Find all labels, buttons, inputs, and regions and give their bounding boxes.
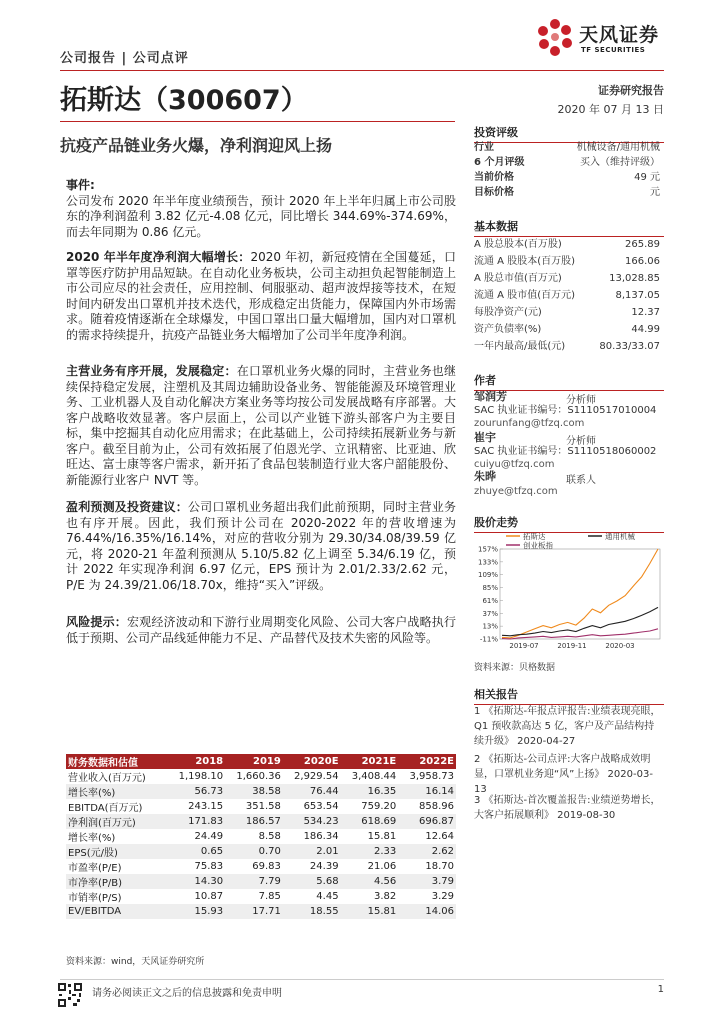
author-role: 分析师	[566, 436, 596, 447]
row-label: EV/EBITDA	[66, 904, 167, 919]
basic-data-row	[474, 254, 660, 270]
rating-row	[474, 170, 660, 185]
related-report-link[interactable]: 2 《拓斯达-公司点评:大客户战略成效明显，口罩机业务迎“风”上扬》 2020-03-13	[474, 754, 653, 795]
stock-price-chart	[474, 531, 664, 656]
rating-row	[474, 155, 660, 170]
event-label: 事件:	[66, 178, 95, 192]
table-cell: 858.96	[419, 801, 454, 812]
table-row	[66, 769, 456, 784]
rating-row	[474, 185, 660, 200]
author-name: 邹润芳	[474, 390, 507, 403]
table-cell: 351.58	[245, 801, 281, 812]
related-section-title: 相关报告	[474, 686, 664, 705]
table-cell: 10.87	[194, 891, 224, 902]
rating-key: 行业	[474, 142, 494, 153]
basic-data-row	[474, 271, 660, 287]
table-cell: 14.30	[167, 874, 225, 889]
table-cell: 7.85	[258, 891, 281, 902]
author-email[interactable]: zhuye@tfzq.com	[474, 486, 558, 497]
author-role: 分析师	[566, 395, 596, 406]
table-row	[66, 889, 456, 904]
table-cell: 17.71	[225, 904, 283, 919]
financial-table	[66, 754, 456, 919]
basic-value: 8,137.05	[615, 290, 660, 301]
author-sac: SAC 执业证书编号：S1110517010004	[474, 405, 657, 416]
y-tick-label: -11%	[479, 635, 498, 644]
basic-key: A 股总市值(百万元)	[474, 273, 562, 284]
row-label: 市销率(P/S)	[68, 893, 122, 904]
y-tick-label: 37%	[482, 609, 498, 618]
basic-value: 44.99	[631, 324, 660, 335]
paragraph-label: 主营业务有序开展，发展稳定：	[66, 364, 237, 378]
author-name: 朱晔	[474, 470, 496, 483]
paragraph-profit-growth	[66, 250, 456, 343]
paragraph-risk	[66, 615, 456, 646]
footer-divider	[60, 979, 664, 980]
table-cell: 18.70	[425, 861, 454, 872]
row-label: EBITDA(百万元)	[68, 803, 143, 814]
x-tick-label: 2020-03	[605, 642, 635, 650]
table-cell: 759.20	[361, 801, 397, 812]
author-email[interactable]: cuiyu@tfzq.com	[474, 459, 555, 470]
table-cell: 243.15	[188, 801, 224, 812]
column-header: 2022E	[398, 754, 456, 769]
table-row	[66, 874, 456, 889]
report-headline: 抗疫产品链业务火爆，净利润迎风上扬	[60, 136, 333, 155]
table-cell: 69.83	[252, 861, 281, 872]
row-label: 营业收入(百万元)	[68, 773, 146, 784]
basic-data-row	[474, 305, 660, 321]
column-header: 2019	[225, 754, 283, 769]
column-header: 2021E	[341, 754, 399, 769]
y-tick-label: 13%	[482, 622, 498, 631]
table-cell: 24.49	[194, 831, 224, 842]
chart-section-title: 股价走势	[474, 514, 664, 533]
basic-data-row	[474, 288, 660, 304]
table-cell: 15.93	[167, 904, 225, 919]
table-row	[66, 829, 456, 844]
table-cell: 21.06	[367, 861, 397, 872]
table-row	[66, 799, 456, 814]
chart-source: 资料来源：贝格数据	[474, 663, 556, 673]
row-label: 增长率(%)	[66, 784, 167, 799]
table-cell: 618.69	[341, 814, 399, 829]
y-tick-label: 109%	[477, 571, 498, 580]
paragraph-label: 2020 年半年度净利润大幅增长：	[66, 250, 251, 264]
table-cell: 1,660.36	[236, 771, 281, 782]
authors-section-title: 作者	[474, 372, 664, 391]
table-cell: 186.57	[225, 814, 283, 829]
table-cell: 75.83	[194, 861, 224, 872]
header-divider	[60, 70, 664, 71]
paragraph-text: 2020 年初，新冠疫情在全国蔓延，口罩等医疗防护用品短缺。在自动化业务板块，公司主动担负起智能制造上市公司应尽的社会责任，应用控制、伺服驱动、超声波焊接等技术，在短时间内研发出口罩机并技术迭代，形成稳定出货能力，保障国内外市场需求。随着疫情逐渐在全球爆发，中国口罩出口量大幅增加，国内对口罩机的需求持续提升，抗疫产品链业务大幅增加了公司半年度净利润。	[66, 250, 456, 342]
table-row	[66, 844, 456, 859]
report-category: 证券研究报告	[598, 84, 664, 97]
qr-code-icon	[57, 982, 83, 1008]
row-label: EPS(元/股)	[66, 844, 167, 859]
basic-data-row	[474, 237, 660, 253]
report-type-label: 公司报告 | 公司点评	[60, 51, 189, 66]
paragraph-text: 在口罩机业务火爆的同时，主营业务也继续保持稳定发展，注塑机及其周边辅助设备业务、智能能源及环境管理业务、工业机器人及自动化解决方案业务等均按公司发展战略有序部署。大客户战略收效显著。客户层面上，公司以产业链下游头部客户为主要目标，集中挖掘其自动化应用需求；在此基础上，公司持续拓展新业务与新客户。截至目前为止，公司有效拓展了伯恩光学、立讯精密、比亚迪、欣旺达、富士康等客户需求，新开拓了食品包装制造行业大客户韶能股份、新能源行业客户 NVT 等。	[66, 364, 456, 487]
rating-value: 机械设备/通用机械	[576, 142, 660, 153]
rating-key: 目标价格	[474, 187, 514, 198]
table-cell: 16.35	[341, 784, 399, 799]
row-label: 净利润(百万元)	[66, 814, 167, 829]
table-cell: 5.68	[283, 874, 341, 889]
table-row	[66, 904, 456, 919]
table-cell: 653.54	[303, 801, 339, 812]
footer-disclaimer: 请务必阅读正文之后的信息披露和免责申明	[92, 988, 282, 999]
paragraph-text: 公司口罩机业务超出我们此前预期，同时主营业务也有序开展。因此，我们预计公司在 2020-2022 年的营收增速为 76.44%/16.35%/16.14%，对应的营收分别为 29.30/34.08/39.59 亿元，将 2020-21 年盈利预测从 5.10/5.82 亿上调至 5.34/6.19 亿，预计 2022 年实现净利润 6.97 亿元，EPS 预计为 2.01/2.33/2.62 元，P/E 为 24.39/21.06/18.70x，维持“买入”评级。	[66, 500, 456, 592]
basic-key: A 股总股本(百万股)	[474, 239, 562, 250]
table-cell: 3.29	[431, 891, 454, 902]
legend-label: 创业板指	[523, 541, 553, 550]
x-tick-label: 2019-11	[557, 642, 587, 650]
table-cell: 2.01	[283, 844, 341, 859]
basic-value: 13,028.85	[609, 273, 660, 284]
table-cell: 15.81	[367, 831, 397, 842]
table-cell: 1,198.10	[178, 771, 224, 782]
paragraph-forecast	[66, 500, 456, 593]
column-header: 2018	[167, 754, 225, 769]
table-cell: 0.70	[225, 844, 283, 859]
legend-label: 拓斯达	[523, 532, 546, 541]
table-cell: 186.34	[303, 831, 339, 842]
paragraph-main-business	[66, 364, 456, 488]
basic-data-row	[474, 339, 660, 355]
table-row	[66, 814, 456, 829]
table-cell: 18.55	[283, 904, 341, 919]
report-date: 2020 年 07 月 13 日	[557, 103, 664, 116]
table-cell: 2.62	[398, 844, 456, 859]
table-row	[66, 784, 456, 799]
table-cell: 3,958.73	[409, 771, 454, 782]
table-cell: 16.14	[398, 784, 456, 799]
table-cell: 56.73	[167, 784, 225, 799]
paragraph-label: 盈利预测及投资建议：	[66, 500, 188, 514]
y-tick-label: 157%	[477, 545, 498, 554]
table-cell: 0.65	[167, 844, 225, 859]
title-divider	[60, 121, 455, 122]
event-paragraph	[66, 178, 456, 240]
related-report-link[interactable]: 3 《拓斯达-首次覆盖报告:业绩逆势增长，大客户拓展顺利》 2019-08-30	[474, 795, 661, 821]
basic-key: 流通 A 股股本(百万股)	[474, 256, 576, 267]
financial-table-header	[66, 754, 456, 769]
paragraph-label: 风险提示：	[66, 615, 127, 629]
basic-key: 资产负债率(%)	[474, 324, 542, 335]
row-label: 增长率(%)	[68, 833, 116, 844]
table-row	[66, 859, 456, 874]
table-cell: 171.83	[167, 814, 225, 829]
basic-data-section-title: 基本数据	[474, 218, 664, 237]
y-tick-label: 85%	[482, 584, 498, 593]
table-cell: 12.64	[425, 831, 454, 842]
y-tick-label: 61%	[482, 596, 498, 605]
series-line-拓斯达	[502, 549, 658, 638]
table-cell: 7.79	[225, 874, 283, 889]
event-text: 公司发布 2020 年半年度业绩预告，预计 2020 年上半年归属上市公司股东的净利润盈利 3.82 亿元-4.08 亿元，同比增长 344.69%-374.69%，而去年同期为 0.86 亿元。	[66, 193, 456, 239]
basic-key: 流通 A 股市值(百万元)	[474, 290, 576, 301]
author-email[interactable]: zourunfang@tfzq.com	[474, 418, 585, 429]
legend-label: 通用机械	[605, 532, 635, 541]
table-cell: 24.39	[309, 861, 339, 872]
table-cell: 534.23	[283, 814, 341, 829]
table-cell: 8.58	[258, 831, 281, 842]
basic-value: 12.37	[631, 307, 660, 318]
rating-row	[474, 140, 660, 155]
chart-frame	[500, 549, 660, 639]
logo-pinwheel-icon	[535, 16, 575, 60]
column-header: 2020E	[283, 754, 341, 769]
basic-key: 一年内最高/最低(元)	[474, 341, 566, 352]
company-title: 拓斯达（300607）	[60, 85, 308, 116]
x-tick-label: 2019-07	[509, 642, 539, 650]
table-cell: 3.79	[398, 874, 456, 889]
row-label: 市净率(P/B)	[66, 874, 167, 889]
rating-value: 元	[650, 187, 660, 198]
table-cell: 76.44	[283, 784, 341, 799]
y-tick-label: 133%	[477, 558, 498, 567]
rating-key: 当前价格	[474, 172, 514, 183]
author-sac: SAC 执业证书编号：S1110518060002	[474, 446, 657, 457]
logo-text-en: TF SECURITIES	[581, 46, 646, 54]
paragraph-text: 宏观经济波动和下游行业周期变化风险、公司大客户战略执行低于预期、公司产品线延伸能力不足、产品替代及技术失密的风险等。	[66, 615, 456, 645]
table-cell: 14.06	[398, 904, 456, 919]
page-number: 1	[657, 984, 664, 995]
table-cell: 2,929.54	[294, 771, 339, 782]
author-name: 崔宇	[474, 431, 496, 444]
table-cell: 3,408.44	[351, 771, 397, 782]
rating-section-title: 投资评级	[474, 124, 664, 143]
table-cell: 3.82	[374, 891, 397, 902]
rating-value: 买入（维持评级）	[580, 157, 660, 168]
logo-text-cn: 天风证券	[579, 24, 660, 46]
row-label: 市盈率(P/E)	[68, 863, 122, 874]
table-source: 资料来源：wind，天风证券研究所	[66, 957, 205, 967]
basic-data-row	[474, 322, 660, 338]
table-cell: 15.81	[341, 904, 399, 919]
table-cell: 4.45	[316, 891, 339, 902]
table-cell: 38.58	[225, 784, 283, 799]
table-cell: 4.56	[341, 874, 399, 889]
basic-value: 265.89	[625, 239, 660, 250]
table-cell: 2.33	[341, 844, 399, 859]
author-role: 联系人	[566, 475, 596, 486]
related-report-link[interactable]: 1 《拓斯达-年报点评报告:业绩表现亮眼，Q1 预收款高达 5 亿，客户及产品结构持续升级》 2020-04-27	[474, 706, 661, 747]
basic-key: 每股净资产(元)	[474, 307, 542, 318]
basic-value: 166.06	[625, 256, 660, 267]
tf-securities-logo	[535, 16, 675, 66]
column-header: 财务数据和估值	[66, 754, 167, 769]
basic-value: 80.33/33.07	[599, 341, 660, 352]
table-cell: 696.87	[398, 814, 456, 829]
rating-value: 49 元	[634, 172, 660, 183]
rating-key: 6 个月评级	[474, 157, 525, 168]
